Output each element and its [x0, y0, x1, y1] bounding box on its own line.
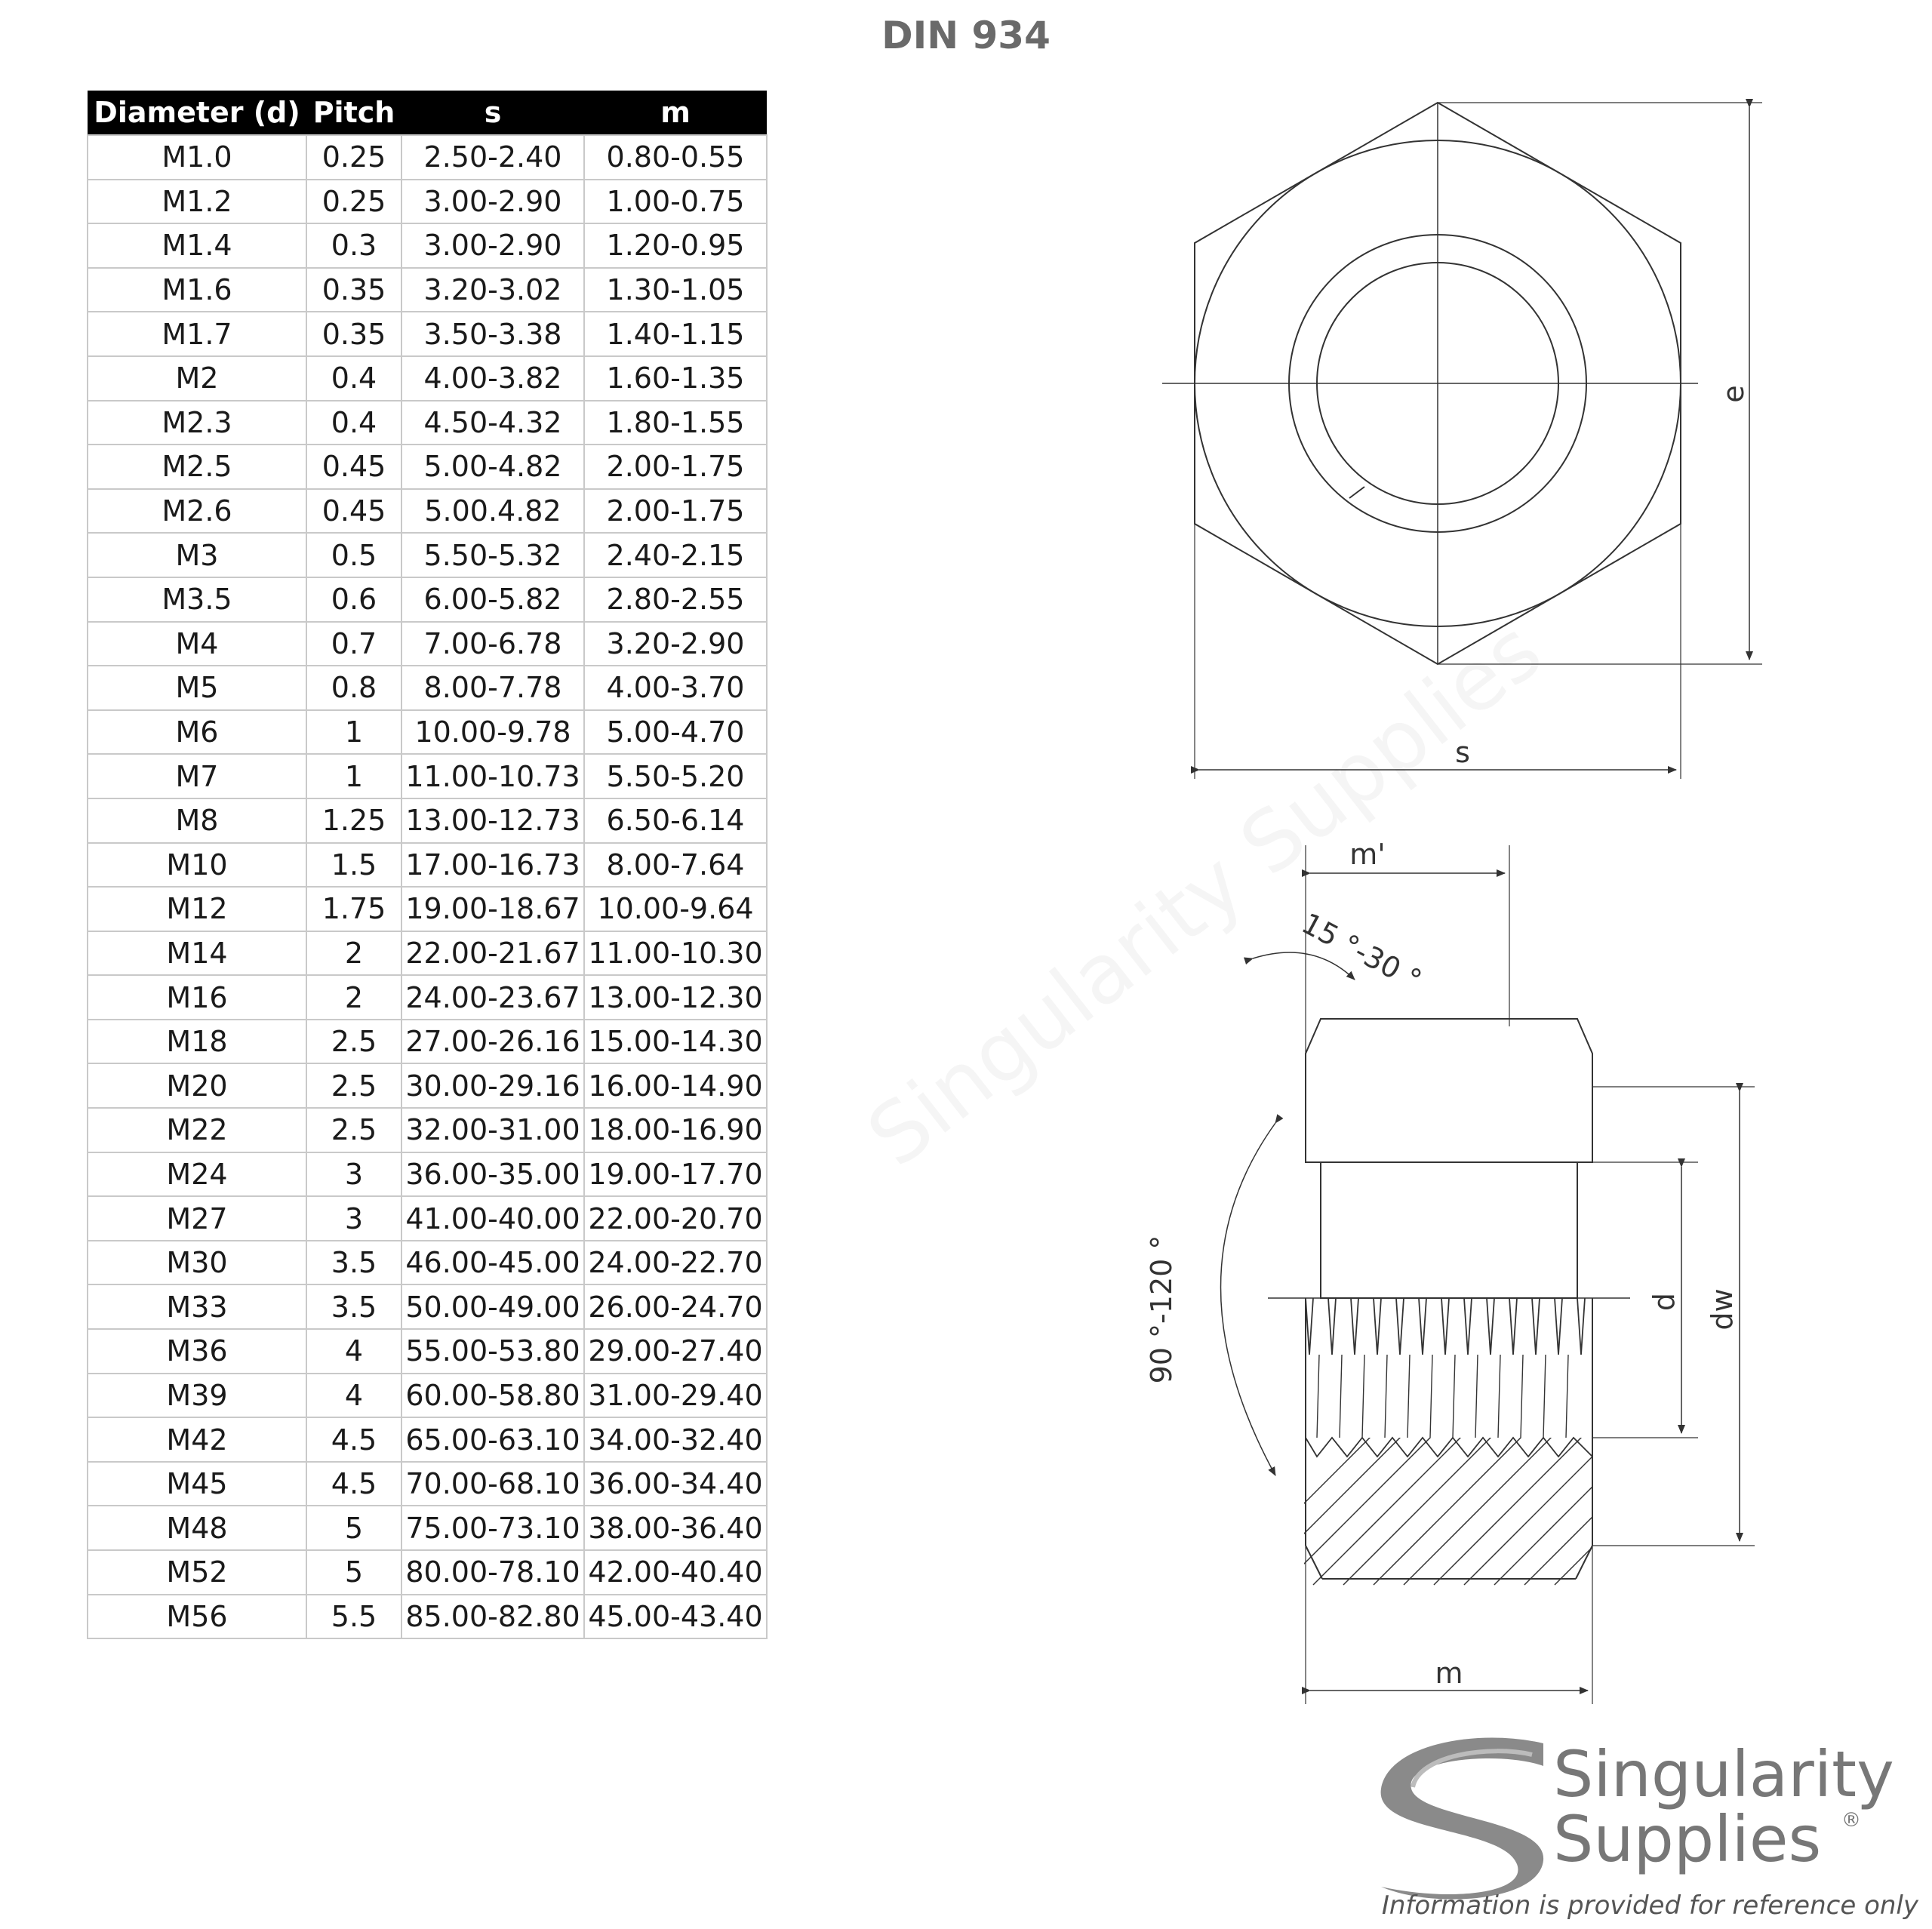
cell-m: 31.00-29.40 — [584, 1374, 767, 1418]
cell-m: 2.40-2.15 — [584, 533, 767, 577]
cell-s: 24.00-23.67 — [401, 975, 584, 1020]
cell-diameter: M5 — [88, 666, 306, 710]
cell-pitch: 4 — [306, 1329, 401, 1374]
cell-diameter: M6 — [88, 710, 306, 755]
cell-s: 3.50-3.38 — [401, 312, 584, 356]
cell-s: 6.00-5.82 — [401, 577, 584, 622]
cell-diameter: M1.4 — [88, 223, 306, 268]
cell-pitch: 2.5 — [306, 1063, 401, 1108]
thread-teeth — [1306, 1298, 1585, 1355]
cell-s: 27.00-26.16 — [401, 1020, 584, 1064]
cell-pitch: 0.8 — [306, 666, 401, 710]
logo-registered-mark: ® — [1841, 1809, 1861, 1832]
header-diameter: Diameter (d) — [88, 91, 306, 135]
cell-s: 11.00-10.73 — [401, 754, 584, 798]
cell-pitch: 3 — [306, 1152, 401, 1197]
angle-arc-side — [1221, 1123, 1276, 1475]
cell-m: 1.20-0.95 — [584, 223, 767, 268]
cell-diameter: M36 — [88, 1329, 306, 1374]
cell-pitch: 0.35 — [306, 268, 401, 312]
cell-s: 10.00-9.78 — [401, 710, 584, 755]
cell-diameter: M2 — [88, 356, 306, 401]
cell-s: 3.00-2.90 — [401, 180, 584, 224]
nut-bottom-right-chamfer — [1576, 1546, 1592, 1579]
page-title: DIN 934 — [881, 14, 1051, 57]
cell-diameter: M18 — [88, 1020, 306, 1064]
cell-s: 41.00-40.00 — [401, 1196, 584, 1241]
cell-s: 4.00-3.82 — [401, 356, 584, 401]
logo-line1: Singularity — [1553, 1737, 1894, 1811]
label-m: m — [1435, 1657, 1463, 1690]
logo-line2: Supplies — [1553, 1802, 1822, 1876]
cell-s: 70.00-68.10 — [401, 1462, 584, 1506]
cell-s: 22.00-21.67 — [401, 931, 584, 976]
disclaimer-text: Information is provided for reference only — [1381, 1891, 1918, 1921]
cell-diameter: M3 — [88, 533, 306, 577]
cell-diameter: M22 — [88, 1108, 306, 1152]
cell-s: 8.00-7.78 — [401, 666, 584, 710]
cell-s: 4.50-4.32 — [401, 401, 584, 445]
cell-m: 15.00-14.30 — [584, 1020, 767, 1064]
cell-s: 80.00-78.10 — [401, 1550, 584, 1595]
cell-s: 2.50-2.40 — [401, 135, 584, 180]
cell-diameter: M1.7 — [88, 312, 306, 356]
cell-diameter: M2.6 — [88, 489, 306, 534]
nut-upper-outline — [1306, 1019, 1592, 1298]
cell-m: 22.00-20.70 — [584, 1196, 767, 1241]
cell-pitch: 0.25 — [306, 180, 401, 224]
cell-s: 5.50-5.32 — [401, 533, 584, 577]
cell-pitch: 5 — [306, 1506, 401, 1550]
cell-pitch: 0.5 — [306, 533, 401, 577]
cell-diameter: M3.5 — [88, 577, 306, 622]
cell-m: 11.00-10.30 — [584, 931, 767, 976]
cell-s: 3.00-2.90 — [401, 223, 584, 268]
cell-pitch: 4.5 — [306, 1417, 401, 1462]
cell-diameter: M2.3 — [88, 401, 306, 445]
cell-pitch: 0.45 — [306, 489, 401, 534]
cell-pitch: 0.45 — [306, 445, 401, 489]
cell-m: 3.20-2.90 — [584, 622, 767, 666]
cell-m: 13.00-12.30 — [584, 975, 767, 1020]
cell-pitch: 1 — [306, 754, 401, 798]
cell-pitch: 0.25 — [306, 135, 401, 180]
cell-diameter: M16 — [88, 975, 306, 1020]
cell-diameter: M1.2 — [88, 180, 306, 224]
cell-m: 10.00-9.64 — [584, 887, 767, 931]
cell-pitch: 0.4 — [306, 356, 401, 401]
cell-m: 1.30-1.05 — [584, 268, 767, 312]
cell-s: 7.00-6.78 — [401, 622, 584, 666]
cell-s: 60.00-58.80 — [401, 1374, 584, 1418]
cell-diameter: M33 — [88, 1284, 306, 1329]
cell-m: 2.00-1.75 — [584, 445, 767, 489]
cell-m: 42.00-40.40 — [584, 1550, 767, 1595]
cell-diameter: M8 — [88, 798, 306, 843]
cell-s: 13.00-12.73 — [401, 798, 584, 843]
cell-s: 36.00-35.00 — [401, 1152, 584, 1197]
thread-roots — [1306, 1438, 1592, 1457]
header-m: m — [584, 91, 767, 135]
label-e: e — [1717, 385, 1750, 403]
cell-diameter: M2.5 — [88, 445, 306, 489]
cell-diameter: M7 — [88, 754, 306, 798]
cell-m: 4.00-3.70 — [584, 666, 767, 710]
cell-s: 50.00-49.00 — [401, 1284, 584, 1329]
cell-diameter: M4 — [88, 622, 306, 666]
cell-m: 19.00-17.70 — [584, 1152, 767, 1197]
cell-diameter: M24 — [88, 1152, 306, 1197]
cell-pitch: 1 — [306, 710, 401, 755]
thread-break — [1349, 487, 1364, 498]
cell-pitch: 4.5 — [306, 1462, 401, 1506]
cell-m: 18.00-16.90 — [584, 1108, 767, 1152]
cell-diameter: M30 — [88, 1241, 306, 1285]
cell-diameter: M39 — [88, 1374, 306, 1418]
cell-diameter: M10 — [88, 843, 306, 888]
cell-pitch: 0.6 — [306, 577, 401, 622]
cell-s: 65.00-63.10 — [401, 1417, 584, 1462]
cell-pitch: 2.5 — [306, 1108, 401, 1152]
cell-diameter: M1.6 — [88, 268, 306, 312]
cell-m: 8.00-7.64 — [584, 843, 767, 888]
cell-pitch: 3 — [306, 1196, 401, 1241]
label-dw: dw — [1706, 1288, 1739, 1331]
cell-pitch: 4 — [306, 1374, 401, 1418]
cell-pitch: 0.4 — [306, 401, 401, 445]
cell-pitch: 2 — [306, 975, 401, 1020]
cell-diameter: M42 — [88, 1417, 306, 1462]
cell-s: 17.00-16.73 — [401, 843, 584, 888]
cell-pitch: 2.5 — [306, 1020, 401, 1064]
cell-pitch: 1.75 — [306, 887, 401, 931]
cell-m: 34.00-32.40 — [584, 1417, 767, 1462]
cell-s: 30.00-29.16 — [401, 1063, 584, 1108]
label-d: d — [1647, 1292, 1681, 1312]
cell-m: 26.00-24.70 — [584, 1284, 767, 1329]
cell-pitch: 0.3 — [306, 223, 401, 268]
cell-m: 0.80-0.55 — [584, 135, 767, 180]
header-s: s — [401, 91, 584, 135]
cell-pitch: 2 — [306, 931, 401, 976]
cell-diameter: M14 — [88, 931, 306, 976]
cell-s: 5.00-4.82 — [401, 445, 584, 489]
cell-m: 38.00-36.40 — [584, 1506, 767, 1550]
nut-side-view — [1221, 845, 1755, 1704]
cell-m: 29.00-27.40 — [584, 1329, 767, 1374]
cell-diameter: M12 — [88, 887, 306, 931]
cell-diameter: M20 — [88, 1063, 306, 1108]
cell-m: 1.40-1.15 — [584, 312, 767, 356]
cell-diameter: M27 — [88, 1196, 306, 1241]
cell-s: 3.20-3.02 — [401, 268, 584, 312]
cell-m: 45.00-43.40 — [584, 1595, 767, 1639]
singularity-supplies-logo — [1381, 1737, 1894, 1900]
label-m-prime: m' — [1349, 838, 1386, 871]
cell-s: 55.00-53.80 — [401, 1329, 584, 1374]
cell-m: 36.00-34.40 — [584, 1462, 767, 1506]
cell-s: 5.00.4.82 — [401, 489, 584, 534]
cell-pitch: 0.7 — [306, 622, 401, 666]
cell-m: 5.00-4.70 — [584, 710, 767, 755]
cell-diameter: M1.0 — [88, 135, 306, 180]
cell-s: 32.00-31.00 — [401, 1108, 584, 1152]
cell-m: 1.60-1.35 — [584, 356, 767, 401]
label-angle-side: 90 °-120 ° — [1145, 1235, 1178, 1384]
cell-pitch: 5.5 — [306, 1595, 401, 1639]
header-pitch: Pitch — [306, 91, 401, 135]
cell-pitch: 1.25 — [306, 798, 401, 843]
cell-diameter: M48 — [88, 1506, 306, 1550]
cell-pitch: 0.35 — [306, 312, 401, 356]
cell-pitch: 3.5 — [306, 1241, 401, 1285]
label-angle-top: 15 °-30 ° — [1296, 906, 1427, 997]
cell-m: 5.50-5.20 — [584, 754, 767, 798]
cell-m: 16.00-14.90 — [584, 1063, 767, 1108]
nut-bottom-left-chamfer — [1306, 1546, 1322, 1579]
cell-m: 6.50-6.14 — [584, 798, 767, 843]
logo-s-mark — [1381, 1738, 1544, 1900]
cell-m: 2.80-2.55 — [584, 577, 767, 622]
thread-flanks — [1317, 1355, 1568, 1438]
cell-diameter: M45 — [88, 1462, 306, 1506]
cell-s: 75.00-73.10 — [401, 1506, 584, 1550]
cell-pitch: 3.5 — [306, 1284, 401, 1329]
cell-s: 85.00-82.80 — [401, 1595, 584, 1639]
cell-diameter: M52 — [88, 1550, 306, 1595]
cell-m: 1.00-0.75 — [584, 180, 767, 224]
section-hatching — [1223, 1434, 1706, 1585]
cell-pitch: 5 — [306, 1550, 401, 1595]
cell-m: 2.00-1.75 — [584, 489, 767, 534]
cell-s: 46.00-45.00 — [401, 1241, 584, 1285]
cell-m: 1.80-1.55 — [584, 401, 767, 445]
cell-diameter: M56 — [88, 1595, 306, 1639]
cell-pitch: 1.5 — [306, 843, 401, 888]
nut-top-view — [1162, 103, 1762, 779]
label-s: s — [1455, 736, 1470, 769]
cell-s: 19.00-18.67 — [401, 887, 584, 931]
cell-m: 24.00-22.70 — [584, 1241, 767, 1285]
